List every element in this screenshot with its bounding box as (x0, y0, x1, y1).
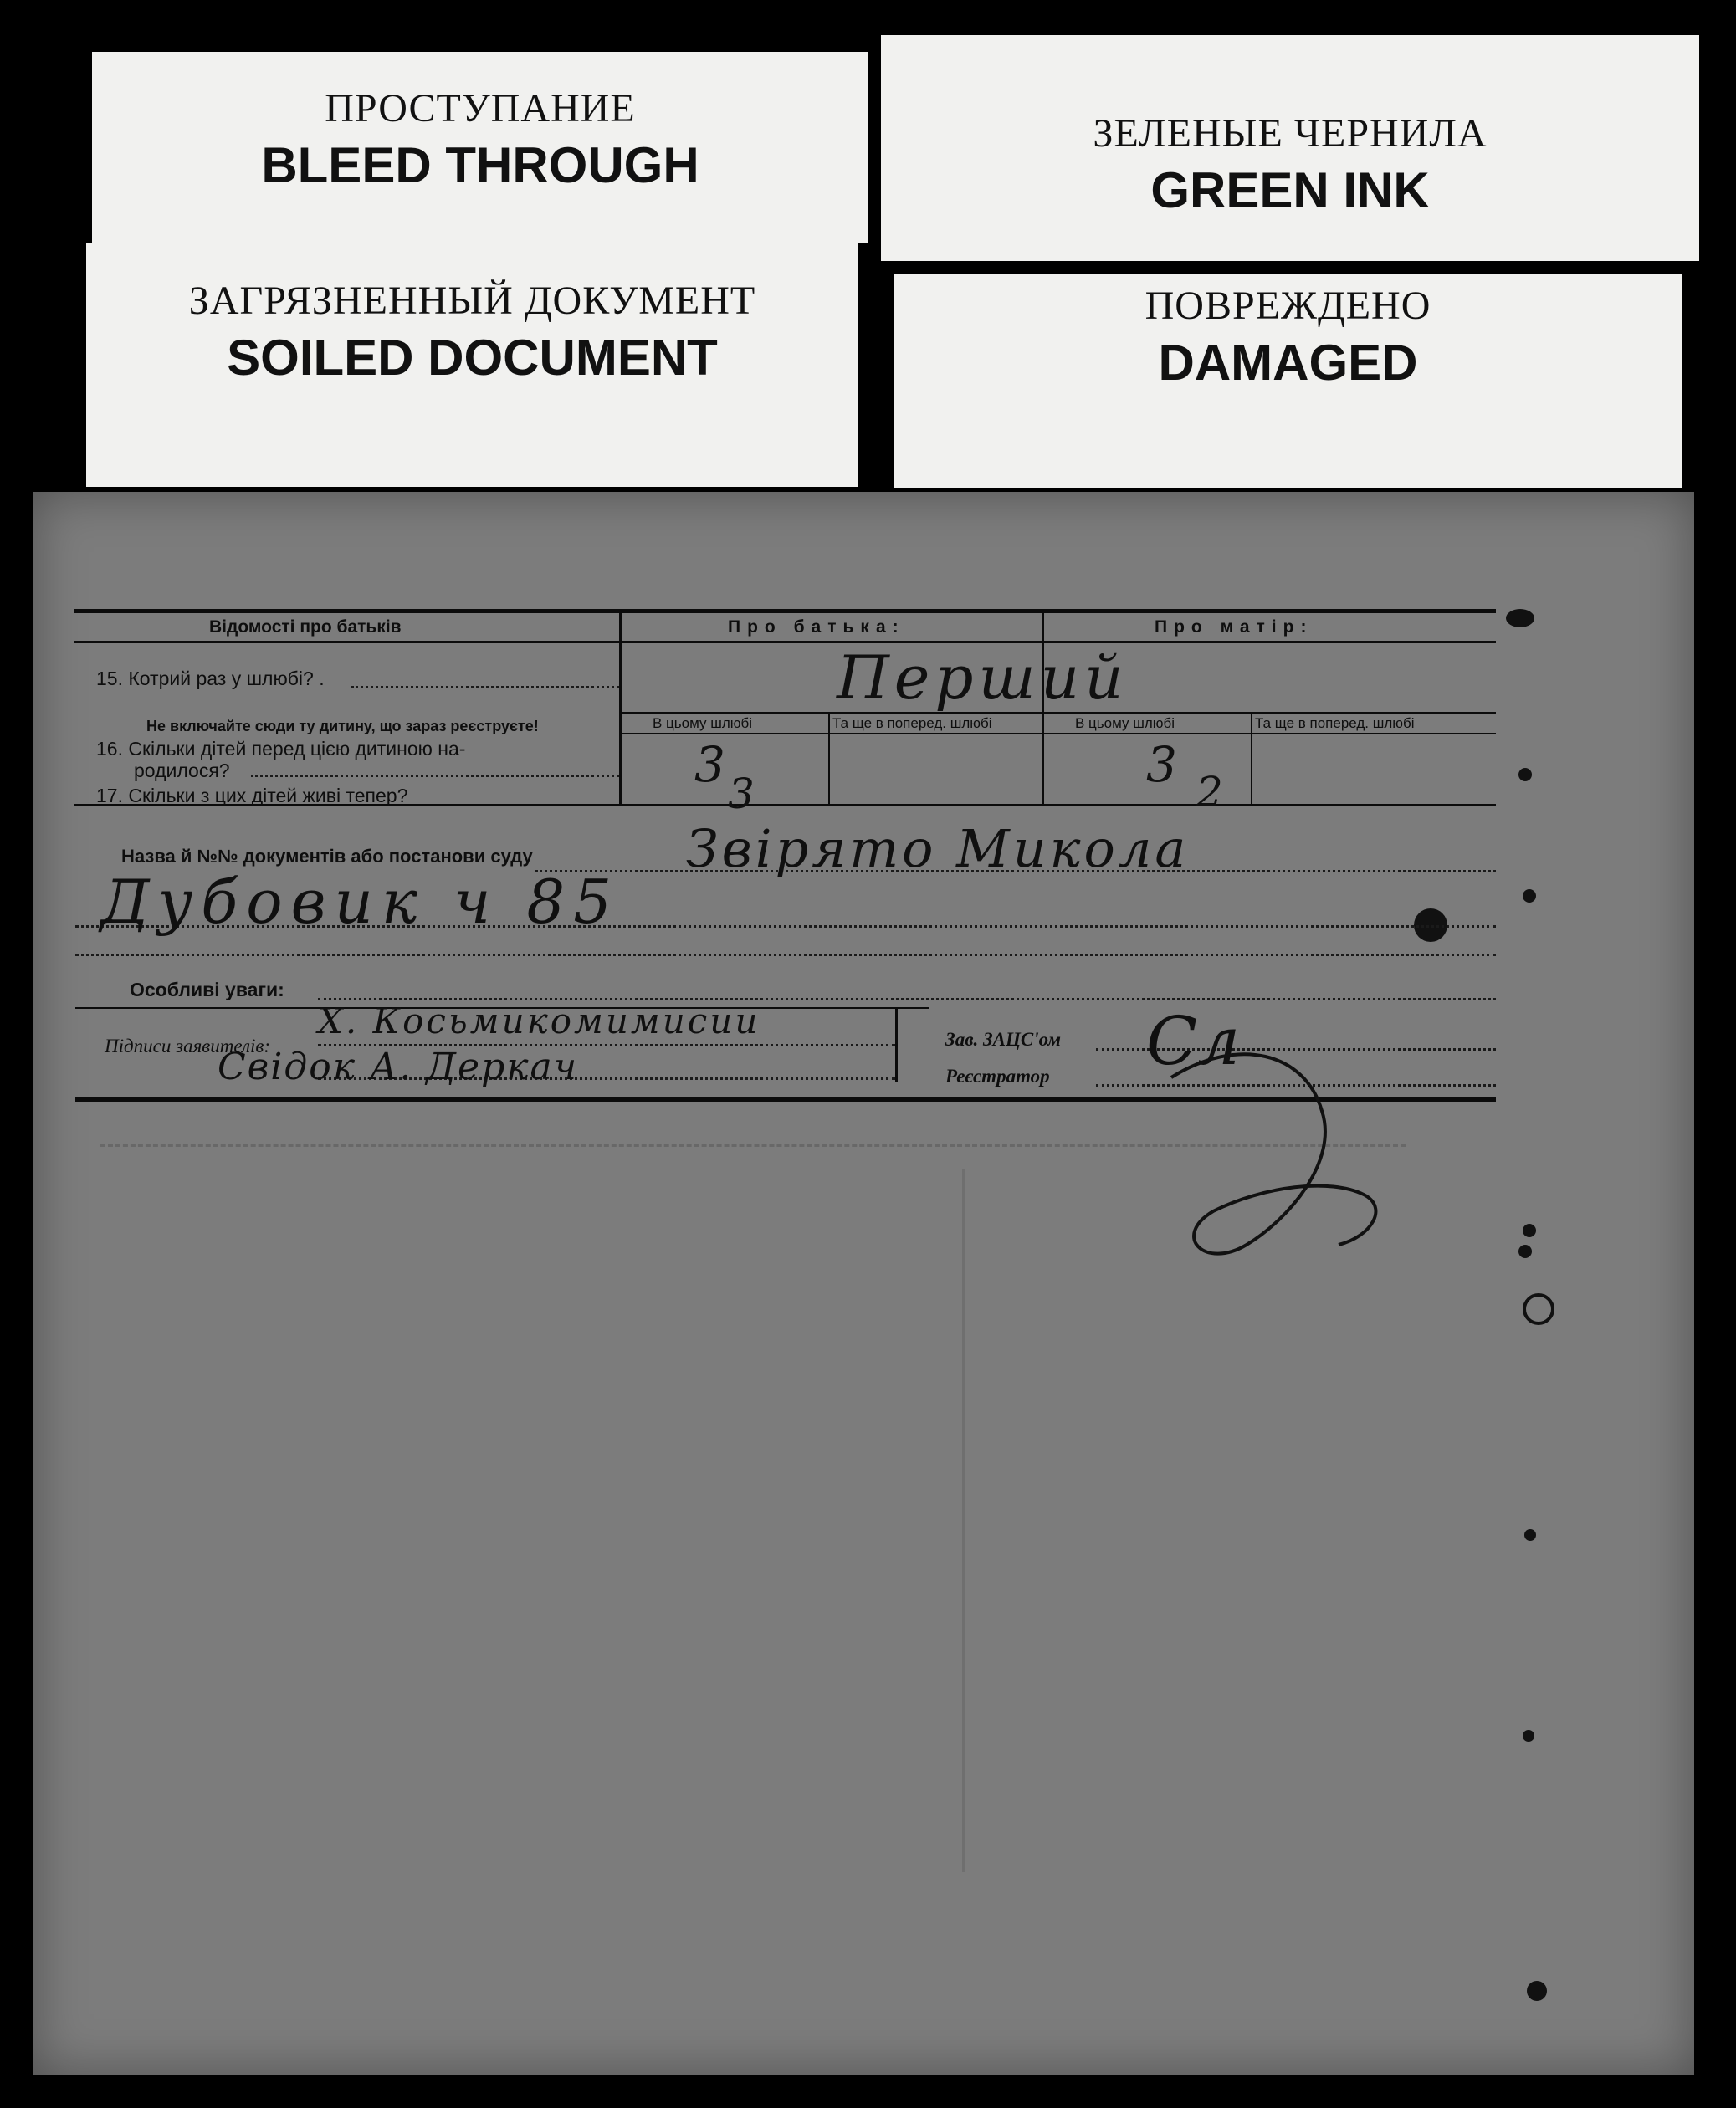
label-damaged-en: DAMAGED (1158, 335, 1418, 391)
punch-hole (1518, 768, 1532, 781)
hw-mother-alive: 2 (1196, 768, 1223, 816)
subheader-mother-this-marriage: В цьому шлюбі (1075, 715, 1175, 731)
question-16-line1: 16. Скільки дітей перед цією дитиною на- (96, 738, 466, 760)
label-bleed-through-ru: ПРОСТУПАНИЕ (325, 86, 636, 130)
punch-hole (1523, 1730, 1534, 1742)
subcol-divider (1251, 712, 1252, 806)
label-bleed-through-en: BLEED THROUGH (261, 137, 699, 193)
hw-documents-line1: Звірято Микола (686, 818, 1190, 879)
hw-q15-answer: Перший (837, 642, 1129, 713)
signature-box-divider (895, 1007, 898, 1082)
punch-hole (1523, 1224, 1536, 1237)
label-soiled-ru: ЗАГРЯЗНЕННЫЙ ДОКУМЕНТ (188, 279, 756, 323)
hw-registrar-signature: Сл (1146, 1002, 1241, 1080)
punch-hole (1506, 609, 1534, 627)
signature-flourish (1121, 1027, 1439, 1303)
label-soiled-document (86, 243, 858, 487)
document-sheet (33, 492, 1694, 2075)
hw-signature-1: Х. Косьмикомимисии (318, 1000, 760, 1041)
label-green-ink-en: GREEN INK (1150, 162, 1430, 218)
label-damaged-ru: ПОВРЕЖДЕНО (1145, 284, 1431, 328)
q15-leader (351, 686, 619, 688)
punch-hole-ring (1523, 1293, 1554, 1325)
special-remarks-label: Особливі уваги: (130, 979, 284, 1000)
subheader-father-this-marriage: В цьому шлюбі (653, 715, 753, 731)
registrar-label: Реєстратор (945, 1066, 1050, 1087)
subheader-mother-previous: Та ще в попеpед. шлюбі (1255, 715, 1415, 731)
punch-hole (1518, 1245, 1532, 1258)
punch-hole (1527, 1981, 1547, 2001)
label-damaged (894, 274, 1682, 488)
question-16-line2: родилося? (134, 760, 230, 781)
question-15: 15. Котрий раз у шлюбі? . (96, 668, 325, 689)
documents-label: Назва й №№ документів або постанови суду (121, 846, 533, 867)
note-exclude-child: Не включайте сюди ту дитину, що зараз реєструєте! (146, 718, 539, 734)
subcol-divider (828, 712, 830, 806)
header-parents: Відомості про батьків (209, 617, 402, 637)
subheader-bottom (619, 733, 1496, 734)
punch-hole (1524, 1529, 1536, 1541)
hw-signature-2: Свідок А. Деркач (218, 1046, 579, 1088)
subheader-father-previous: Та ще в попеpед. шлюбі (832, 715, 992, 731)
label-green-ink-ru: ЗЕЛЕНЫЕ ЧЕРНИЛА (1093, 111, 1488, 156)
column-divider (619, 609, 622, 806)
hw-father-alive: 3 (728, 770, 755, 818)
table-top-rule (74, 609, 1496, 613)
hw-mother-children: 3 (1146, 736, 1177, 793)
signatures-label: Підписи заявителів: (105, 1036, 271, 1057)
label-bleed-through (92, 52, 868, 243)
q16-leader (251, 775, 619, 777)
question-17: 17. Скільки з цих дітей живі тепер? (96, 785, 408, 806)
header-mother: Про матір: (1155, 617, 1314, 637)
label-soiled-en: SOILED DOCUMENT (227, 330, 718, 386)
label-green-ink (881, 35, 1699, 261)
hw-father-children: 3 (694, 736, 725, 793)
header-rule (74, 641, 1496, 643)
header-father: Про батька: (728, 617, 905, 637)
documents-line-3 (75, 954, 1496, 956)
punch-hole (1523, 889, 1536, 903)
zags-label: Зав. ЗАЦС'ом (945, 1029, 1062, 1050)
hw-documents-line2: Дубовик ч 85 (100, 867, 621, 937)
